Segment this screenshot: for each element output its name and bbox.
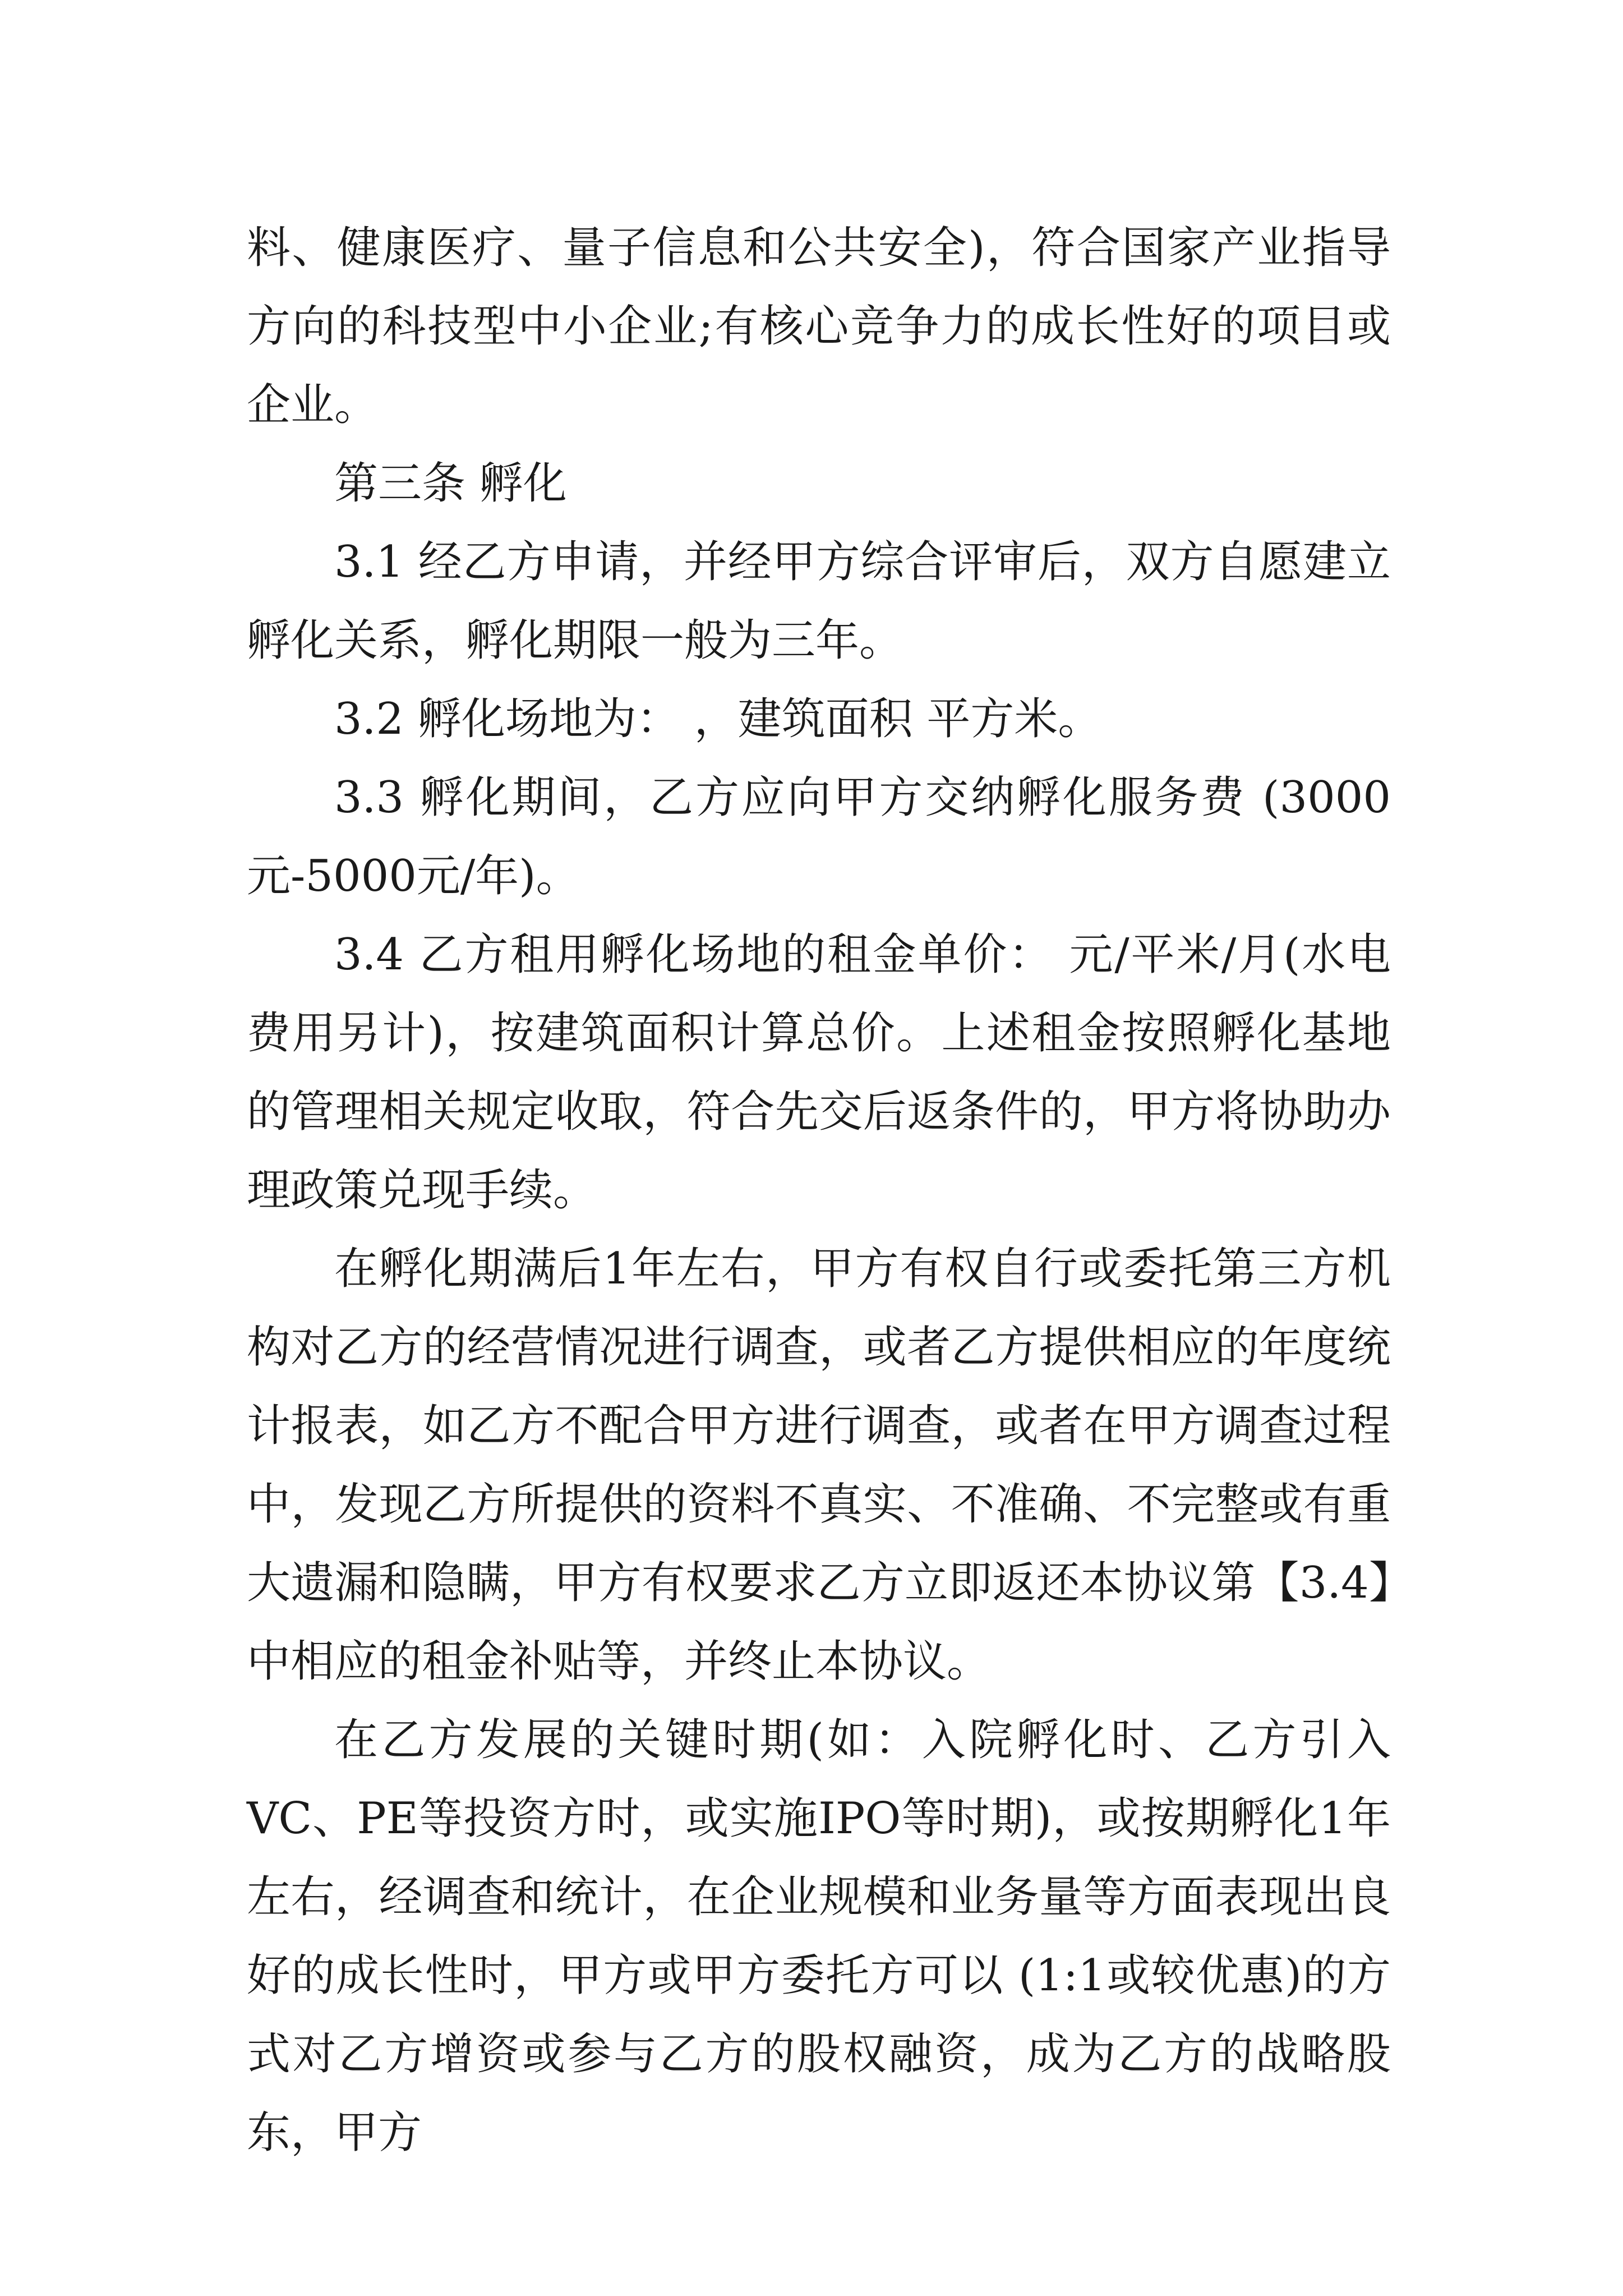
clause-3-1: 3.1 经乙方申请，并经甲方综合评审后，双方自愿建立孵化关系，孵化期限一般为三年。: [247, 537, 1391, 666]
clause-3-2: 3.2 孵化场地为： ，建筑面积 平方米。: [334, 694, 1102, 744]
paragraph-industry-scope: 料、健康医疗、量子信息和公共安全)，符合国家产业指导方向的科技型中小企业;有核心竞争力的成长性好的项目或企业。: [247, 223, 1391, 430]
paragraph-investigation: 在孵化期满后1年左右，甲方有权自行或委托第三方机构对乙方的经营情况进行调查，或者乙方提供相应的年度统计报表，如乙方不配合甲方进行调查，或者在甲方调查过程中，发现乙方所提供的资料不真实、不准确、不完整或有重大遗漏和隐瞒，甲方有权要求乙方立即返还本协议第【3.4】中相应的租金补贴等，并终止本协议。: [247, 1244, 1391, 1687]
paragraph-investment: 在乙方发展的关键时期(如：入院孵化时、乙方引入VC、PE等投资方时，或实施IPO等时期)，或按期孵化1年左右，经调查和统计，在企业规模和业务量等方面表现出良好的成长性时，甲方或甲方委托方可以 (1:1或较优惠)的方式对乙方增资或参与乙方的股权融资，成为乙方的战略股东，甲方: [247, 1715, 1391, 2158]
clause-3-4: 3.4 乙方租用孵化场地的租金单价： 元/平米/月(水电费用另计)，按建筑面积计算总价。上述租金按照孵化基地的管理相关规定收取，符合先交后返条件的，甲方将协助办理政策兑现手续。: [247, 930, 1391, 1216]
section-heading-incubation: 第三条 孵化: [334, 458, 567, 509]
clause-3-3: 3.3 孵化期间，乙方应向甲方交纳孵化服务费 (3000元-5000元/年)。: [247, 772, 1391, 901]
document-body: [247, 209, 1391, 2172]
